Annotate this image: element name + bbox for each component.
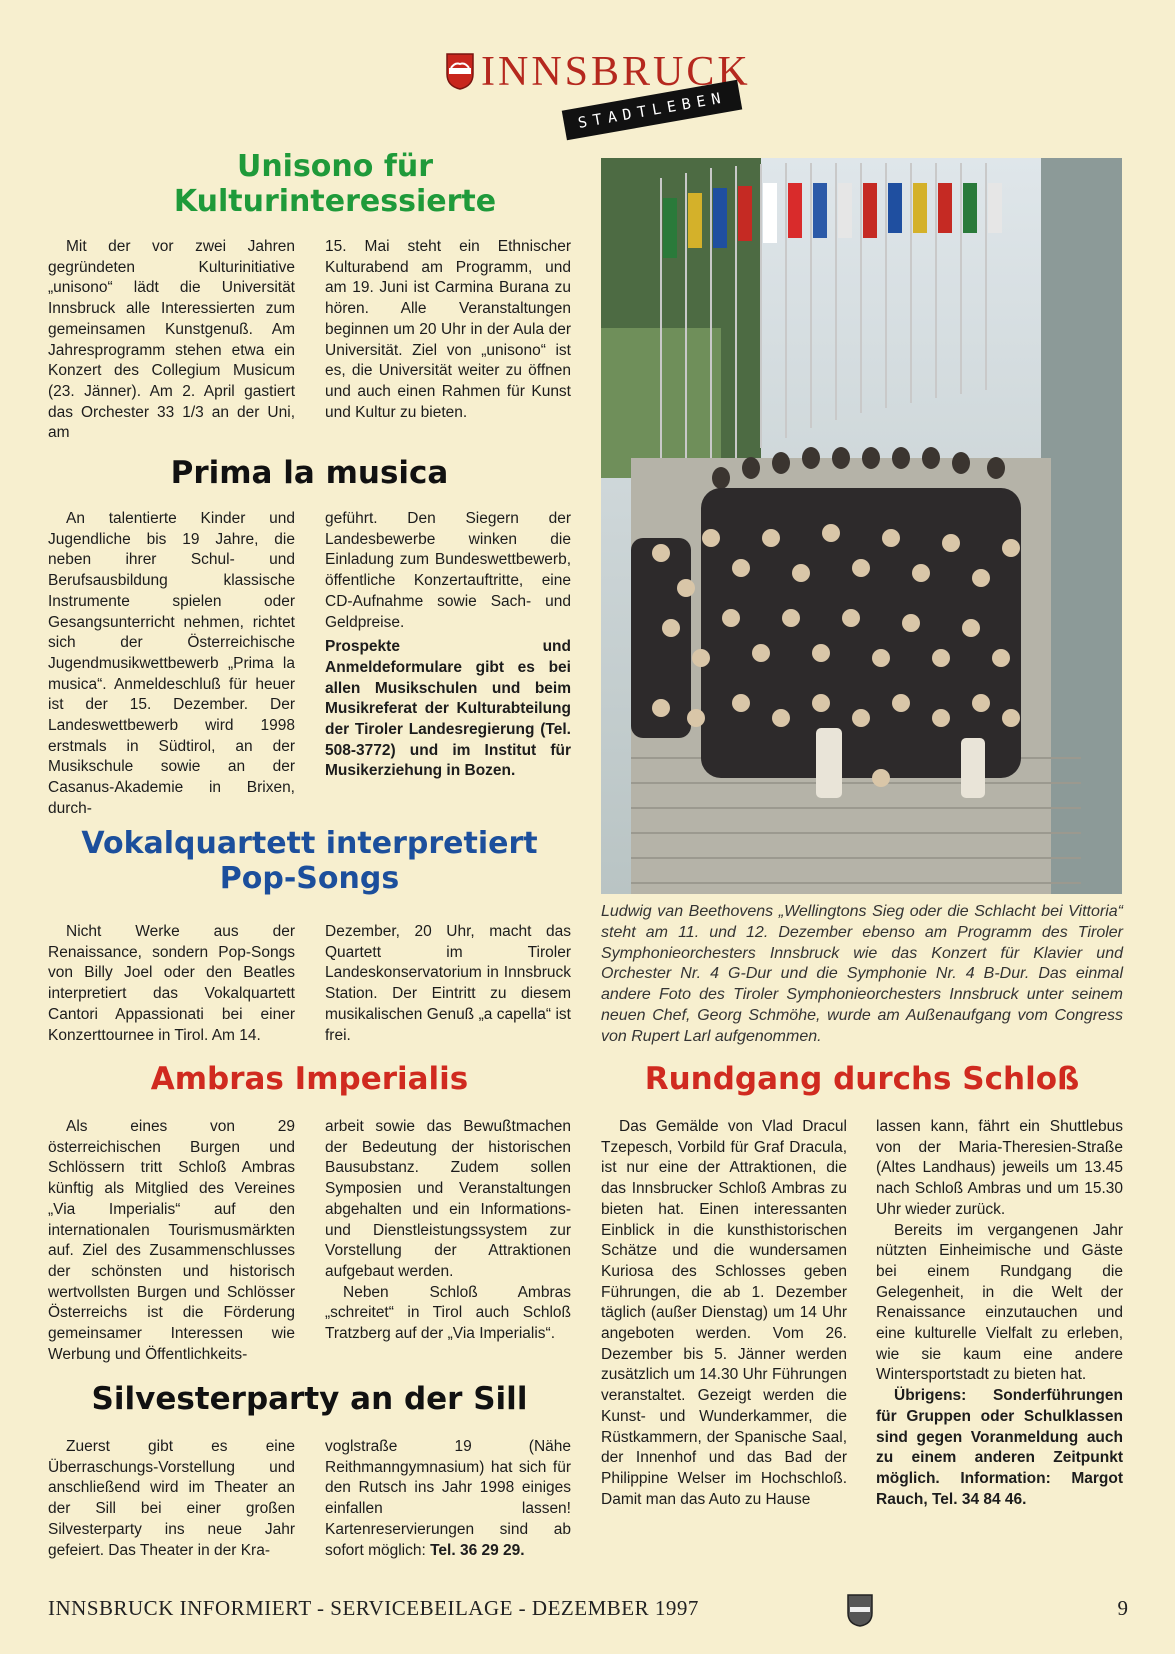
ambras-text-2b: Neben Schloß Ambras „schreitet“ in Tirol auch Schloß Tratzberg auf der „Via Imperialis“. xyxy=(325,1283,571,1343)
silvester-text-2: voglstraße 19 (Nähe Reithmanngymnasium) hat sich für den Rutsch ins Jahr 1998 einiges einfallen lassen! Kartenreservierungen sind ab sofort möglich: xyxy=(325,1438,571,1559)
silvester-col1 xyxy=(48,1437,295,1561)
ambras-col2 xyxy=(325,1117,571,1345)
headline-prima: Prima la musica xyxy=(170,455,449,491)
prima-text-2: geführt. Den Siegern der Landesbewerbe winken die Einladung zum Bundeswettbewerb, öffentliche Konzertauftritte, eine CD-Aufnahme sowie Sach- und Geldpreise. xyxy=(325,510,571,631)
rundgang-text-2b: Bereits im vergangenen Jahr nützten Einheimische und Gäste bei einem Rundgang die Gelegenheit, in die Welt der Renaissance einzutauchen und eine kulturelle Vielfalt zu erleben, wie sie kaum eine andere Wintersportstadt zu bieten hat. xyxy=(876,1221,1123,1384)
masthead-title: INNSBRUCK xyxy=(481,49,751,95)
silvester-col2 xyxy=(325,1437,571,1561)
footer-text: INNSBRUCK INFORMIERT - SERVICEBEILAGE - DEZEMBER 1997 xyxy=(48,1596,699,1620)
headline-vokal-line1: Vokalquartett interpretiert xyxy=(81,826,538,861)
unisono-text-2: 15. Mai steht ein Ethnischer Kulturabend am Programm, und am 19. Juni ist Carmina Burana zu hören. Alle Veranstaltungen beginnen um 20 Uhr in der Aula der Universität. Ziel von „unisono“ ist es, die Universität weiter zu öffnen und auch einen Rahmen für Kunst und Kultur zu bieten. xyxy=(325,238,571,421)
page-number: 9 xyxy=(1117,1596,1128,1620)
ambras-text-1: Als eines von 29 österreichischen Burgen und Schlössern tritt Schloß Ambras künftig als Mitglied des Vereines „Via Imperialis“ auf den internationalen Tourismusmärkten auf. Ziel des Zusammenschlusses der schönsten und historisch wertvollsten Burgen und Schlösser Österreichs ist die Förderung gemeinsamer Interessen wie Werbung und Öffentlichkeits- xyxy=(48,1118,295,1363)
vokal-text-1: Nicht Werke aus der Renaissance, sondern Pop-Songs von Billy Joel oder den Beatles interpretiert das Vokalquartett Cantori Appassionati bei einer Konzerttournee in Tirol. Am 14. xyxy=(48,923,295,1044)
orchestra-photo-illustration xyxy=(601,158,1122,894)
footer-crest-icon xyxy=(846,1593,874,1627)
headline-ambras: Ambras Imperialis xyxy=(150,1061,469,1097)
headline-rundgang: Rundgang durchs Schloß xyxy=(644,1061,1080,1097)
vokal-col2 xyxy=(325,922,571,1046)
rundgang-col2 xyxy=(876,1117,1123,1510)
page-footer xyxy=(48,1596,1128,1626)
rundgang-text-1: Das Gemälde von Vlad Dracul Tzepesch, Vorbild für Graf Dracula, ist nur eine der Attraktionen, die das Innsbrucker Schloß Ambras zu bieten hat. Einen interessanten Einblick in die kunsthistorischen Schätze und die wundersamen Kuriosa des Schlosses geben Führungen, die ab 1. Dezember täglich (außer Dienstag) um 14 Uhr angeboten werden. Vom 26. Dezember bis 5. Jänner werden zusätzlich um 14.30 Uhr Führungen veranstaltet. Gezeigt werden die Kunst- und Wunderkammer, die Rüstkammern, der Spanische Saal, der Innenhof und das Bad der Philippine Welser im Hochschloß. Damit man das Auto zu Hause xyxy=(601,1118,847,1508)
rundgang-col1 xyxy=(601,1117,847,1510)
prima-col2 xyxy=(325,509,571,782)
ambras-text-2a: arbeit sowie das Bewußtmachen der Bedeutung der historischen Bausubstanz. Zudem sollen Symposien und Veranstaltungen abgehalten und ein Informations- und Dienstleistungssystem zur Vorstellung der Attraktionen aufgebaut werden. xyxy=(325,1118,571,1280)
headline-vokal xyxy=(48,827,571,896)
headline-unisono: Unisono für Kulturinteressierte xyxy=(173,149,497,219)
vokal-text-2: Dezember, 20 Uhr, macht das Quartett im Tiroler Landeskonservatorium in Innsbruck Station. Der Eintritt zu diesem musikalischen Genuß „a capella“ ist frei. xyxy=(325,923,571,1044)
headline-vokal-line2: Pop-Songs xyxy=(219,860,400,896)
headline-silvester: Silvesterparty an der Sill xyxy=(91,1381,528,1417)
prima-text-bold: Prospekte und Anmeldeformulare gibt es bei allen Musikschulen und beim Musikreferat der Kulturabteilung der Tiroler Landesregierung (Tel. 508-3772) und im Institut für Musikerziehung in Bozen. xyxy=(325,638,571,780)
unisono-col2 xyxy=(325,237,571,423)
unisono-col1 xyxy=(48,237,295,444)
silvester-phone: Tel. 36 29 29. xyxy=(430,1541,525,1559)
unisono-text-1: Mit der vor zwei Jahren gegründeten Kulturinitiative „unisono“ lädt die Universität Innsbruck alle Interessierten zum gemeinsamen Kunstgenuß. Am Jahresprogramm stehen etwa ein Konzert des Collegium Musicum (23. Jänner). Am 2. April gastiert das Orchester 33 1/3 an der Uni, am xyxy=(48,238,295,442)
innsbruck-crest-icon xyxy=(445,52,475,90)
rundgang-text-bold: Übrigens: Sonderführungen für Gruppen oder Schulklassen sind gegen Voranmeldung auch zu einem anderen Zeitpunkt möglich. Information: Margot Rauch, Tel. 34 84 46. xyxy=(876,1387,1123,1508)
masthead xyxy=(445,40,751,132)
silvester-text-1: Zuerst gibt es eine Überraschungs-Vorstellung und anschließend wird im Theater an der Sill bei einer großen Silvesterparty ins neue Jahr gefeiert. Das Theater in der Kra- xyxy=(48,1438,295,1559)
prima-col1 xyxy=(48,509,295,820)
masthead-stamp: STADTLEBEN xyxy=(562,80,743,141)
vokal-col1 xyxy=(48,922,295,1046)
prima-text-1: An talentierte Kinder und Jugendliche bis 19 Jahre, die neben ihrer Schul- und Berufsausbildung klassische Instrumente spielen oder Gesangsunterricht nehmen, richtet sich der Österreichische Jugendmusikwettbewerb „Prima la musica“. Anmeldeschluß für heuer ist der 15. Dezember. Der Landeswettbewerb wird 1998 erstmals in Südtirol, an der Musikschule sowie an der Casanus-Akademie in Brixen, durch- xyxy=(48,510,295,817)
ambras-col1 xyxy=(48,1117,295,1365)
photo-caption: Ludwig van Beethovens „Wellingtons Sieg oder die Schlacht bei Vittoria“ steht am 11. und 12. Dezember ebenso am Programm des Tiroler Symphonieorchesters Innsbruck wie das Konzert für Klavier und Orchester Nr. 4 G-Dur und die Symphonie Nr. 4 B-Dur. Das einmal andere Foto des Tiroler Symphonieorchesters Innsbruck unter seinem neuen Chef, Georg Schmöhe, wurde am Außenaufgang vom Congress von Rupert Larl aufgenommen. xyxy=(601,903,1123,1045)
orchestra-photo xyxy=(601,158,1122,894)
rundgang-text-2a: lassen kann, fährt ein Shuttlebus von der Maria-Theresien-Straße (Altes Landhaus) jeweils um 13.45 nach Schloß Ambras und um 15.30 Uhr wieder zurück. xyxy=(876,1118,1123,1218)
